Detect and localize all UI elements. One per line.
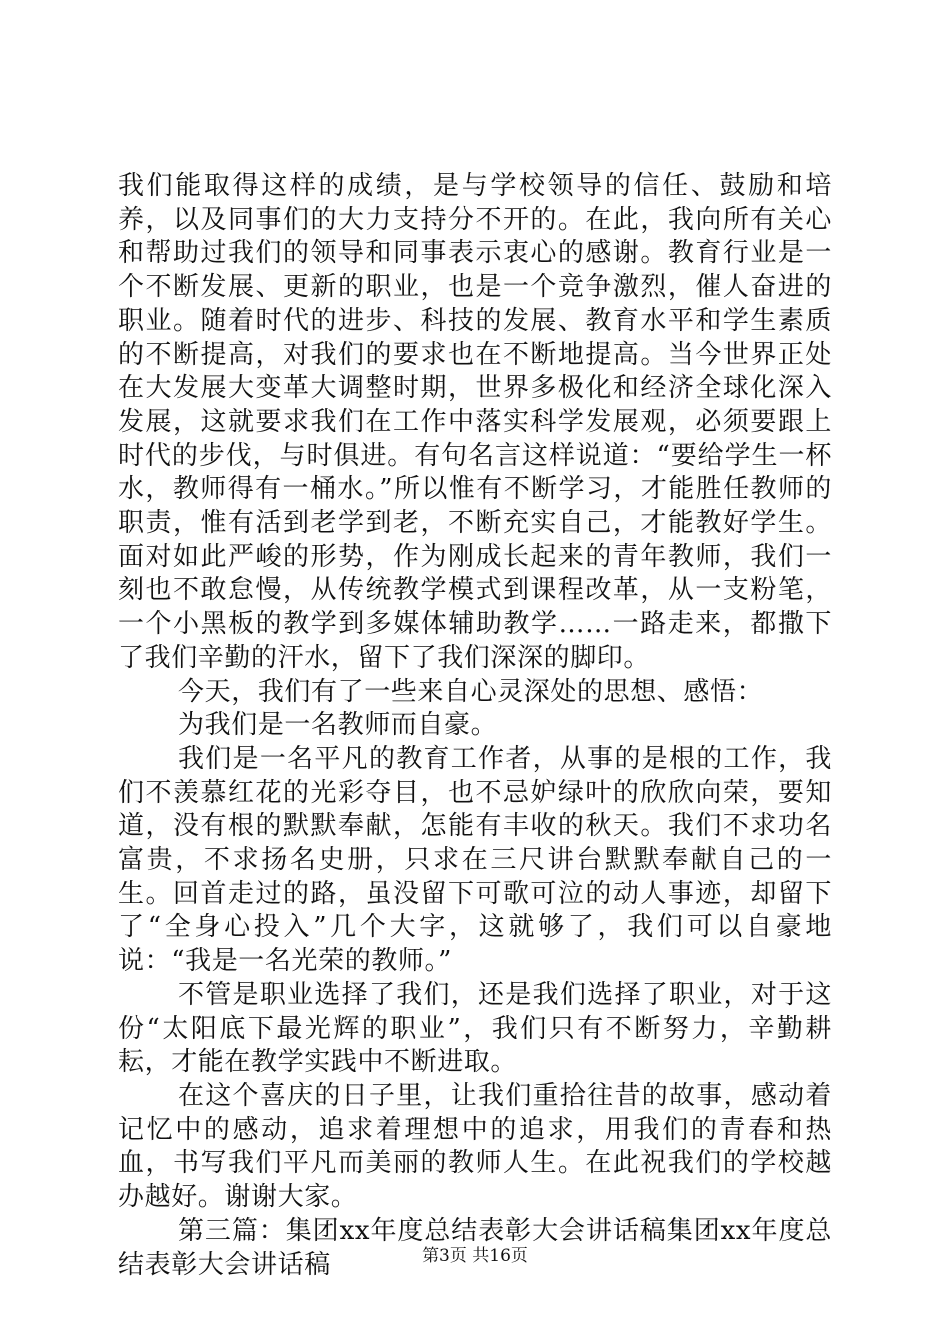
section-heading: 第三篇：集团xx年度总结表彰大会讲话稿集团xx年度总结表彰大会讲话稿 xyxy=(118,1215,832,1280)
paragraph-6: 在这个喜庆的日子里，让我们重拾往昔的故事，感动着记忆中的感动，追求着理想中的追求，用我们的青春和热血，书写我们平凡而美丽的教师人生。在此祝我们的学校越办越好。谢谢大家。 xyxy=(118,1080,832,1213)
paragraph-4: 我们是一名平凡的教育工作者，从事的是根的工作，我们不羡慕红花的光彩夺目，也不忌妒绿叶的欣欣向荣，要知道，没有根的默默奉献，怎能有丰收的秋天。我们不求功名富贵，不求扬名史册，只求在三尺讲台默默奉献自己的一生。回首走过的路，虽没留下可歌可泣的动人事迹，却留下了“全身心投入”几个大字，这就够了，我们可以自豪地说：“我是一名光荣的教师。” xyxy=(118,743,832,977)
paragraph-3: 为我们是一名教师而自豪。 xyxy=(178,710,498,741)
paragraph-2: 今天，我们有了一些来自心灵深处的思想、感悟： xyxy=(178,676,764,707)
document-body xyxy=(118,170,832,1282)
paragraph-5: 不管是职业选择了我们，还是我们选择了职业，对于这份“太阳底下最光辉的职业”，我们只有不断努力，辛勤耕耘，才能在教学实践中不断进取。 xyxy=(118,979,832,1078)
paragraph-1: 我们能取得这样的成绩，是与学校领导的信任、鼓励和培养，以及同事们的大力支持分不开的。在此，我向所有关心和帮助过我们的领导和同事表示衷心的感谢。教育行业是一个不断发展、更新的职业，也是一个竞争激烈，催人奋进的职业。随着时代的进步、科技的发展、教育水平和学生素质的不断提高，对我们的要求也在不断地提高。当今世界正处在大发展大变革大调整时期，世界多极化和经济全球化深入发展，这就要求我们在工作中落实科学发展观，必须要跟上时代的步伐，与时俱进。有句名言这样说道：“要给学生一杯水，教师得有一桶水。”所以惟有不断学习，才能胜任教师的职责，惟有活到老学到老，不断充实自己，才能教好学生。面对如此严峻的形势，作为刚成长起来的青年教师，我们一刻也不敢怠慢，从传统教学模式到课程改革，从一支粉笔，一个小黑板的教学到多媒体辅助教学……一路走来，都撒下了我们辛勤的汗水，留下了我们深深的脚印。 xyxy=(118,171,832,673)
page-number-footer: 第3页 共16页 xyxy=(422,1246,528,1266)
